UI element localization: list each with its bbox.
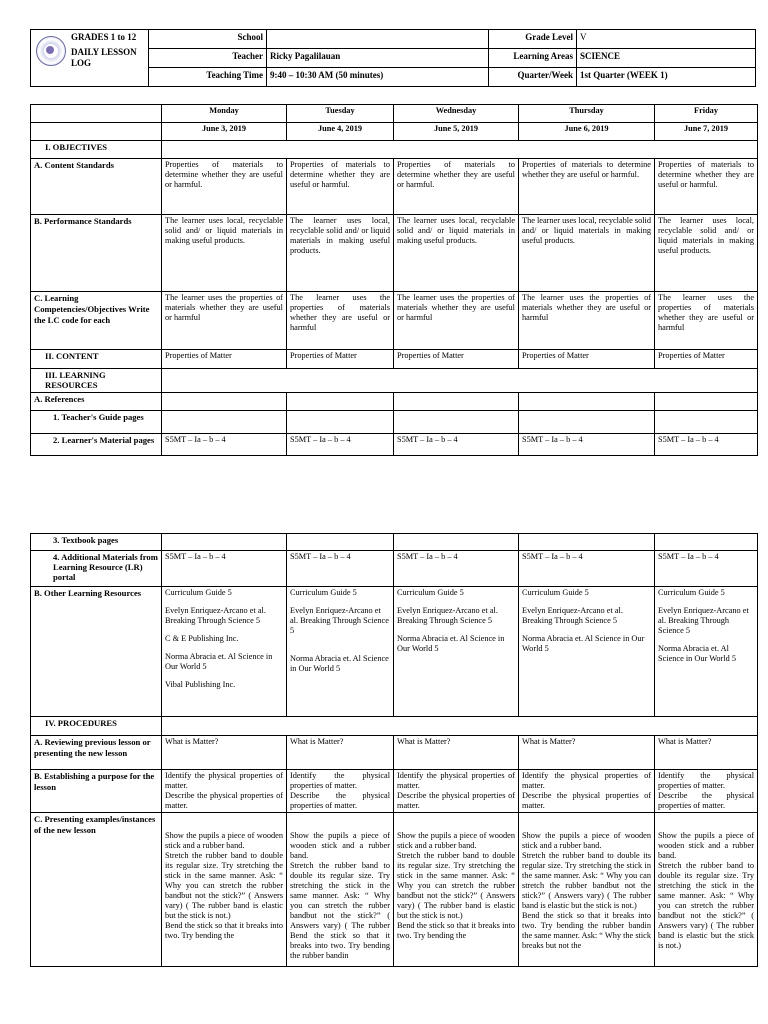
- header-table: [30, 29, 756, 87]
- cg-text: Curriculum Guide 5: [397, 588, 464, 597]
- norma-text: Norma Abracia et. Al Science in Our World 5: [397, 634, 505, 653]
- presenting-tue: [287, 813, 394, 967]
- cg-text: Curriculum Guide 5: [165, 588, 232, 597]
- establishing-line2: Describe the physical properties of matter.: [397, 791, 515, 810]
- other-resources-tue: [287, 587, 394, 717]
- evelyn-text: Evelyn Enriquez-Arcano et al. Breaking Through Science 5: [290, 606, 389, 635]
- norma-text: Norma Abracia et. Al Science in Our World 5: [658, 644, 736, 663]
- grades-label: GRADES 1 to 12: [71, 32, 137, 42]
- evelyn-text: Evelyn Enriquez-Arcano et al. Breaking Through Science 5: [522, 606, 623, 625]
- establishing-line2: Describe the physical properties of matter.: [522, 791, 651, 810]
- establishing-line1: Identify the physical properties of matter.: [522, 771, 651, 790]
- presenting-fri: [655, 813, 758, 967]
- day-header-thursday: Thursday: [519, 105, 655, 123]
- establishing-wed: [394, 770, 519, 813]
- presenting-p3: Bend the stick so that it breaks into two. Try bending the rubber bandin the same manner. Ask: “ Why the stick breaks but not the: [522, 911, 651, 950]
- cg-text: Curriculum Guide 5: [290, 588, 357, 597]
- content-standards-wed: Properties of materials to determine whether they are useful or harmful.: [394, 159, 519, 215]
- grade-level-value: V: [577, 30, 756, 49]
- presenting-p2: Stretch the rubber band to double its regular size. Try stretching the stick in the same manner. Ask: “ Why you can stretch the rubber bandbut not the stick?” ( Answers vary) ( The rubber band is elastic but the stick is not.): [658, 861, 754, 950]
- procedures-heading: IV. PROCEDURES: [31, 717, 162, 736]
- reviewing-fri: What is Matter?: [655, 736, 758, 770]
- content-tue: Properties of Matter: [287, 350, 394, 369]
- content-fri: Properties of Matter: [655, 350, 758, 369]
- additional-mon: S5MT – Ia – b – 4: [162, 551, 287, 587]
- content-mon: Properties of Matter: [162, 350, 287, 369]
- content-wed: Properties of Matter: [394, 350, 519, 369]
- content-thu: Properties of Matter: [519, 350, 655, 369]
- norma-text: Norma Abracia et. Al Science in Our World 5: [165, 652, 273, 671]
- presenting-p2: Stretch the rubber band to double its regular size. Try stretching the stick in the same manner. Ask: “ Why you can stretch the rubber bandbut not the stick?” ( Answers vary) ( The rubber band is elastic but the stick is not.): [165, 851, 283, 920]
- establishing-tue: [287, 770, 394, 813]
- performance-standards-thu: The learner uses local, recyclable solid and/ or liquid materials in making useful products.: [519, 215, 655, 292]
- learning-resources-heading: III. LEARNING RESOURCES: [31, 369, 162, 393]
- performance-standards-fri: The learner uses local, recyclable solid and/ or liquid materials in making useful products.: [655, 215, 758, 292]
- performance-standards-tue: The learner uses local, recyclable solid and/ or liquid materials in making useful products.: [287, 215, 394, 292]
- grade-level-label: Grade Level: [489, 30, 577, 49]
- other-resources-thu: [519, 587, 655, 717]
- lesson-log-table-page1: [30, 104, 758, 456]
- cg-text: Curriculum Guide 5: [658, 588, 725, 597]
- presenting-p2: Stretch the rubber band to double its regular size. Try stretching the stick in the same manner. Ask: “ Why you can stretch the rubber bandbut not the stick?” ( Answers vary) ( The rubber band is elastic but the stick is not.): [522, 851, 651, 910]
- day-header-tuesday: Tuesday: [287, 105, 394, 123]
- textbook-label: 3. Textbook pages: [31, 534, 162, 551]
- establishing-line1: Identify the physical properties of matter.: [658, 771, 754, 790]
- presenting-p1: Show the pupils a piece of wooden stick and a rubber band.: [658, 831, 754, 860]
- reviewing-thu: What is Matter?: [519, 736, 655, 770]
- day-header-monday: Monday: [162, 105, 287, 123]
- lm-code-fri: S5MT – Ia – b – 4: [655, 434, 758, 456]
- day-header-friday: Friday: [655, 105, 758, 123]
- establishing-line1: Identify the physical properties of matter.: [290, 771, 390, 790]
- evelyn-text: Evelyn Enriquez-Arcano et al. Breaking Through Science 5: [397, 606, 498, 625]
- teacher-value: Ricky Pagalilauan: [267, 49, 489, 68]
- teaching-time-value: 9:40 – 10:30 AM (50 minutes): [267, 68, 489, 87]
- content-standards-mon: Properties of materials to determine whether they are useful or harmful.: [162, 159, 287, 215]
- date-thursday: June 6, 2019: [519, 123, 655, 141]
- lm-code-mon: S5MT – Ia – b – 4: [162, 434, 287, 456]
- other-resources-fri: [655, 587, 758, 717]
- content-standards-fri: Properties of materials to determine whether they are useful or harmful.: [655, 159, 758, 215]
- presenting-p1: Show the pupils a piece of wooden stick and a rubber band.: [522, 831, 651, 850]
- additional-thu: S5MT – Ia – b – 4: [519, 551, 655, 587]
- school-value: [267, 30, 489, 49]
- cg-text: Curriculum Guide 5: [522, 588, 589, 597]
- establishing-line2: Describe the physical properties of matter.: [290, 791, 390, 810]
- competencies-mon: The learner uses the properties of materials whether they are useful or harmful: [162, 292, 287, 350]
- reviewing-tue: What is Matter?: [287, 736, 394, 770]
- competencies-wed: The learner uses the properties of materials whether they are useful or harmful: [394, 292, 519, 350]
- performance-standards-mon: The learner uses local, recyclable solid and/ or liquid materials in making useful products.: [162, 215, 287, 292]
- establishing-fri: [655, 770, 758, 813]
- day-header-wednesday: Wednesday: [394, 105, 519, 123]
- presenting-wed: [394, 813, 519, 967]
- header-title-cell: [31, 30, 149, 87]
- lm-code-wed: S5MT – Ia – b – 4: [394, 434, 519, 456]
- ce-text: C & E Publishing Inc.: [165, 634, 239, 643]
- establishing-line1: Identify the physical properties of matter.: [397, 771, 515, 790]
- school-label: School: [149, 30, 267, 49]
- additional-fri: S5MT – Ia – b – 4: [655, 551, 758, 587]
- presenting-thu: [519, 813, 655, 967]
- references-label: A. References: [31, 393, 162, 411]
- norma-text: Norma Abracia et. Al Science in Our World 5: [522, 634, 645, 653]
- presenting-label: C. Presenting examples/instances of the new lesson: [31, 813, 162, 967]
- other-resources-mon: [162, 587, 287, 717]
- objectives-heading: I. OBJECTIVES: [31, 141, 162, 159]
- establishing-mon: [162, 770, 287, 813]
- additional-tue: S5MT – Ia – b – 4: [287, 551, 394, 587]
- performance-standards-label: B. Performance Standards: [31, 215, 162, 292]
- lm-code-thu: S5MT – Ia – b – 4: [519, 434, 655, 456]
- presenting-p3: Bend the stick so that it breaks into two. Try bending the: [397, 921, 515, 940]
- lesson-log-table-page2: [30, 533, 758, 967]
- presenting-p1: Show the pupils a piece of wooden stick and a rubber band.: [165, 831, 283, 850]
- additional-wed: S5MT – Ia – b – 4: [394, 551, 519, 587]
- teaching-time-label: Teaching Time: [149, 68, 267, 87]
- quarter-label: Quarter/Week: [489, 68, 577, 87]
- presenting-p1: Show the pupils a piece of wooden stick and a rubber band.: [397, 831, 515, 850]
- date-monday: June 3, 2019: [162, 123, 287, 141]
- competencies-label: C. Learning Competencies/Objectives Write the LC code for each: [31, 292, 162, 350]
- vibal-text: Vibal Publishing Inc.: [165, 680, 236, 689]
- teacher-label: Teacher: [149, 49, 267, 68]
- content-standards-thu: Properties of materials to determine whether they are useful or harmful.: [519, 159, 655, 215]
- presenting-p2: Stretch the rubber band to double its regular size. Try stretching the stick in the same manner. Ask: “ Why you can stretch the rubber bandbut not the stick?” ( Answers vary) ( The rubber band is elastic but the stick is not.): [397, 851, 515, 920]
- other-resources-label: B. Other Learning Resources: [31, 587, 162, 717]
- establishing-thu: [519, 770, 655, 813]
- reviewing-label: A. Reviewing previous lesson or presenting the new lesson: [31, 736, 162, 770]
- competencies-fri: The learner uses the properties of materials whether they are useful or harmful: [655, 292, 758, 350]
- establishing-line2: Describe the physical properties of matter.: [658, 791, 754, 810]
- date-tuesday: June 4, 2019: [287, 123, 394, 141]
- date-friday: June 7, 2019: [655, 123, 758, 141]
- competencies-tue: The learner uses the properties of materials whether they are useful or harmful: [287, 292, 394, 350]
- content-heading: II. CONTENT: [31, 350, 162, 369]
- presenting-p1: Show the pupils a piece of wooden stick and a rubber band.: [290, 831, 390, 860]
- quarter-value: 1st Quarter (WEEK 1): [577, 68, 756, 87]
- learners-material-label: 2. Learner's Material pages: [31, 434, 162, 456]
- reviewing-mon: What is Matter?: [162, 736, 287, 770]
- establishing-line1: Identify the physical properties of matter.: [165, 771, 283, 790]
- presenting-p3: Bend the stick so that it breaks into two. Try bending the: [165, 921, 283, 940]
- presenting-mon: [162, 813, 287, 967]
- reviewing-wed: What is Matter?: [394, 736, 519, 770]
- performance-standards-wed: The learner uses local, recyclable solid and/ or liquid materials in making useful products.: [394, 215, 519, 292]
- date-wednesday: June 5, 2019: [394, 123, 519, 141]
- establishing-line2: Describe the physical properties of matter.: [165, 791, 283, 810]
- lm-code-tue: S5MT – Ia – b – 4: [287, 434, 394, 456]
- additional-materials-label: 4. Additional Materials from Learning Resource (LR) portal: [31, 551, 162, 587]
- learning-areas-label: Learning Areas: [489, 49, 577, 68]
- content-standards-label: A. Content Standards: [31, 159, 162, 215]
- evelyn-text: Evelyn Enriquez-Arcano et al. Breaking Through Science 5: [658, 606, 749, 635]
- norma-text: Norma Abracia et. Al Science in Our World 5: [290, 654, 389, 673]
- presenting-p2: Stretch the rubber band to double its regular size. Try stretching the stick in the same manner. Ask: “ Why you can stretch the rubber bandbut not the stick?” ( Answers vary) ( The rubber Bend the stick so that it breaks into two. Try bending the rubber bandin: [290, 861, 390, 960]
- other-resources-wed: [394, 587, 519, 717]
- teachers-guide-label: 1. Teacher's Guide pages: [31, 411, 162, 434]
- competencies-thu: The learner uses the properties of materials whether they are useful or harmful: [519, 292, 655, 350]
- learning-areas-value: SCIENCE: [577, 49, 756, 68]
- content-standards-tue: Properties of materials to determine whether they are useful or harmful.: [287, 159, 394, 215]
- establishing-label: B. Establishing a purpose for the lesson: [31, 770, 162, 813]
- log-title: DAILY LESSON LOG: [71, 47, 137, 68]
- evelyn-text: Evelyn Enriquez-Arcano et al. Breaking Through Science 5: [165, 606, 266, 625]
